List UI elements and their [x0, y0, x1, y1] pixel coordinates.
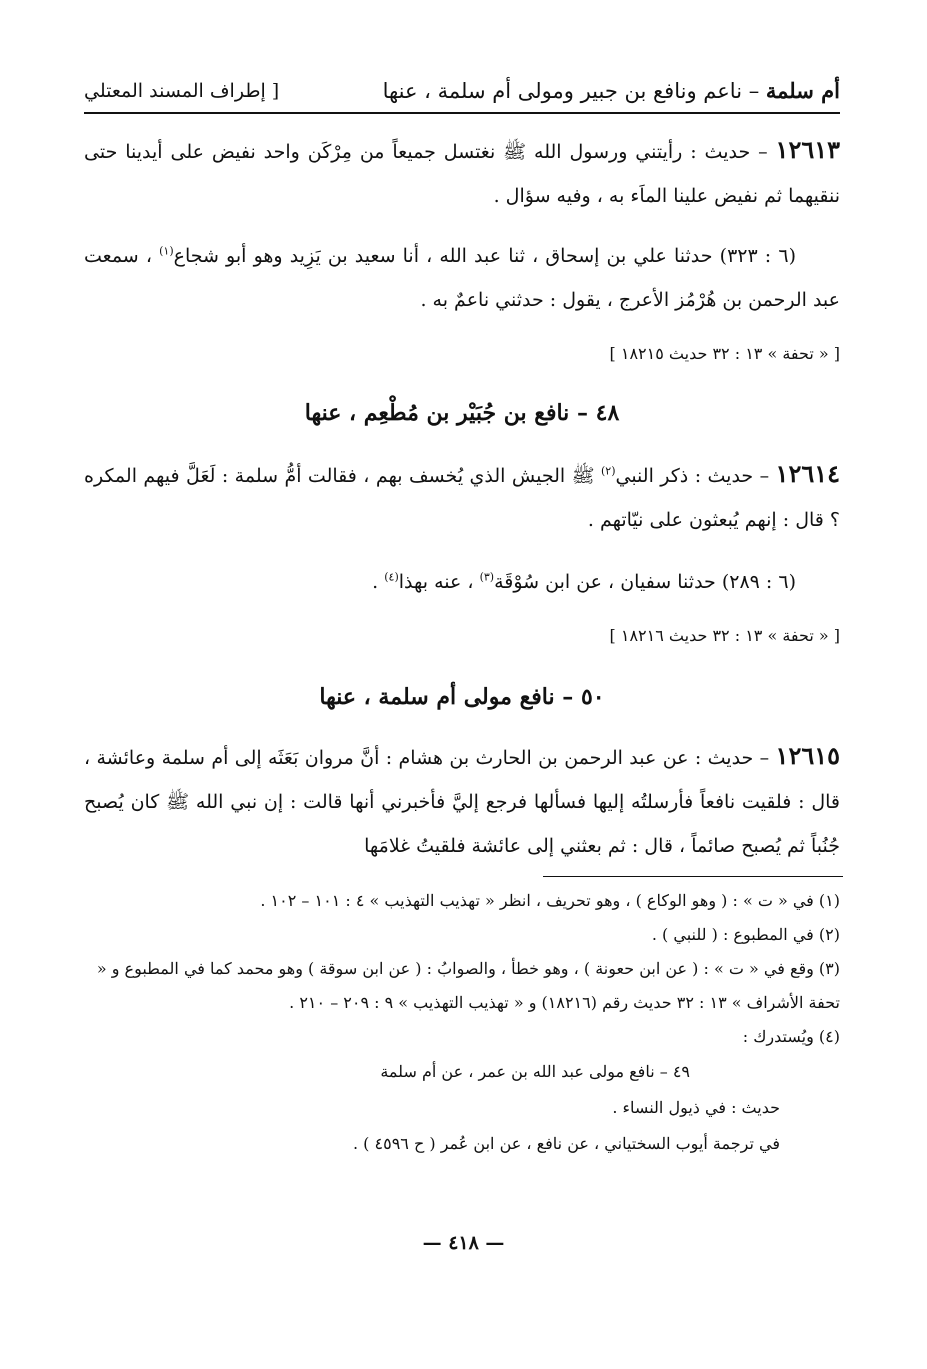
section-heading-50: ٥٠ – نافع مولى أم سلمة ، عنها [319, 684, 605, 710]
hadith-number: ١٢٦١٥ [775, 741, 840, 770]
tuhfa-reference-12614 [84, 626, 840, 645]
footnote-4-addendum [84, 1054, 780, 1162]
hadith-entry-12613 [84, 128, 840, 218]
header-title-bold: أم سلمة [765, 78, 840, 103]
hadith-entry-12615 [84, 734, 840, 868]
footnote-1: (١) في « ت » : ( وهو الوكاع ) ، وهو تحريف ، انظر « تهذيب التهذيب » ٤ : ١٠١ – ١٠٢ . [260, 891, 840, 910]
addendum-source: في ترجمة أيوب السختياني ، عن نافع ، عن ابن عُمر ( ح ٤٥٩٦ ) . [353, 1134, 780, 1153]
hadith-text: – حديث : رأيتني ورسول الله ﷺ نغتسل جميعاً من مِرْكَن واحد نفيض على أيدينا حتى ننقيهما ثم نفيض علينا الماَء به ، وفيه سؤال . [84, 141, 840, 207]
isnad-text-end: . [372, 571, 385, 593]
footnote-marker-4: (٤) [384, 570, 399, 584]
addendum-hadith: حديث : في ذيول النساء . [612, 1098, 780, 1117]
hadith-number: ١٢٦١٤ [775, 459, 840, 488]
isnad-12614 [84, 560, 840, 604]
footnote-separator [543, 876, 843, 877]
header-title-rest: – ناعم ونافع بن جبير ومولى أم سلمة ، عنها [382, 79, 766, 103]
running-header [84, 72, 840, 114]
hadith-text: – حديث : ذكر النبي [615, 465, 770, 487]
footnotes [84, 884, 840, 1162]
isnad-text-rest: ، سمعت عبد الرحمن بن هُرْمُز الأعرج ، يقول : حدثني ناعمٌ به . [84, 245, 840, 311]
footnote-2: (٢) في المطبوع : ( للنبي ) . [651, 925, 840, 944]
addendum-heading: ٤٩ – نافع مولى عبد الله بن عمر ، عن أم سلمة [380, 1062, 690, 1081]
hadith-number: ١٢٦١٣ [775, 135, 840, 164]
tuhfa-reference-text: [ « تحفة » ١٣ : ٣٢ حديث ١٨٢١٦ ] [609, 626, 840, 645]
tuhfa-reference-12613 [84, 344, 840, 363]
footnote-marker-1: (١) [159, 244, 174, 258]
footnote-marker-2: (٢) [600, 464, 616, 478]
header-book-title: [ إطراف المسند المعتلي [84, 80, 280, 102]
hadith-text: – حديث : عن عبد الرحمن بن الحارث بن هشام : أنَّ مروان بَعَثَه إلى أم سلمة وعائشة ، قال : فلقيت نافعاً فأرسلتُه إليها فسألها فرجع إليَّ فأخبرني أنها قالت : إن نبي الله ﷺ كان يُصبح جُنُباً ثم يُصبح صائماً ، قال : ثم بعثني إلى عائشة فلقيتُ غلامَها [84, 747, 840, 857]
isnad-text: (٦ : ٣٢٣) حدثنا علي بن إسحاق ، ثنا عبد الله ، أنا سعيد بن يَزِيد وهو أبو شجاع [173, 245, 796, 267]
header-title [383, 78, 840, 103]
section-heading-48: ٤٨ – نافع بن جُبَيْر بن مُطْعِم ، عنها [304, 400, 620, 426]
footnote-3: (٣) وقع في « ت » : ( عن ابن حعونة ) ، وهو خطأ ، والصوابُ : ( عن ابن سوقة ) وهو محمد كما في المطبوع و « تحفة الأشراف » ١٣ : ٣٢ حديث رقم (١٨٢١٦) و « تهذيب التهذيب » ٩ : ٢٠٩ – ٢١٠ . [96, 959, 840, 1012]
tuhfa-reference-text: [ « تحفة » ١٣ : ٣٢ حديث ١٨٢١٥ ] [609, 344, 840, 363]
page-number: — ٤١٨ — [422, 1232, 505, 1254]
isnad-text-mid: ، عنه بهذا [398, 571, 480, 593]
footnote-marker-3: (٣) [479, 570, 495, 584]
hadith-entry-12614 [84, 452, 840, 542]
footnote-4: (٤) ويُستدرك : [742, 1027, 840, 1046]
hadith-text-rest: ﷺ الجيش الذي يُخسف بهم ، فقالت أمُّ سلمة : لَعَلَّ فيهم المكره ؟ قال : إنهم يُبعثون على نيّاتهم . [84, 465, 840, 531]
isnad-text: (٦ : ٢٨٩) حدثنا سفيان ، عن ابن سُوْقَة [494, 571, 796, 593]
isnad-12613 [84, 234, 840, 322]
